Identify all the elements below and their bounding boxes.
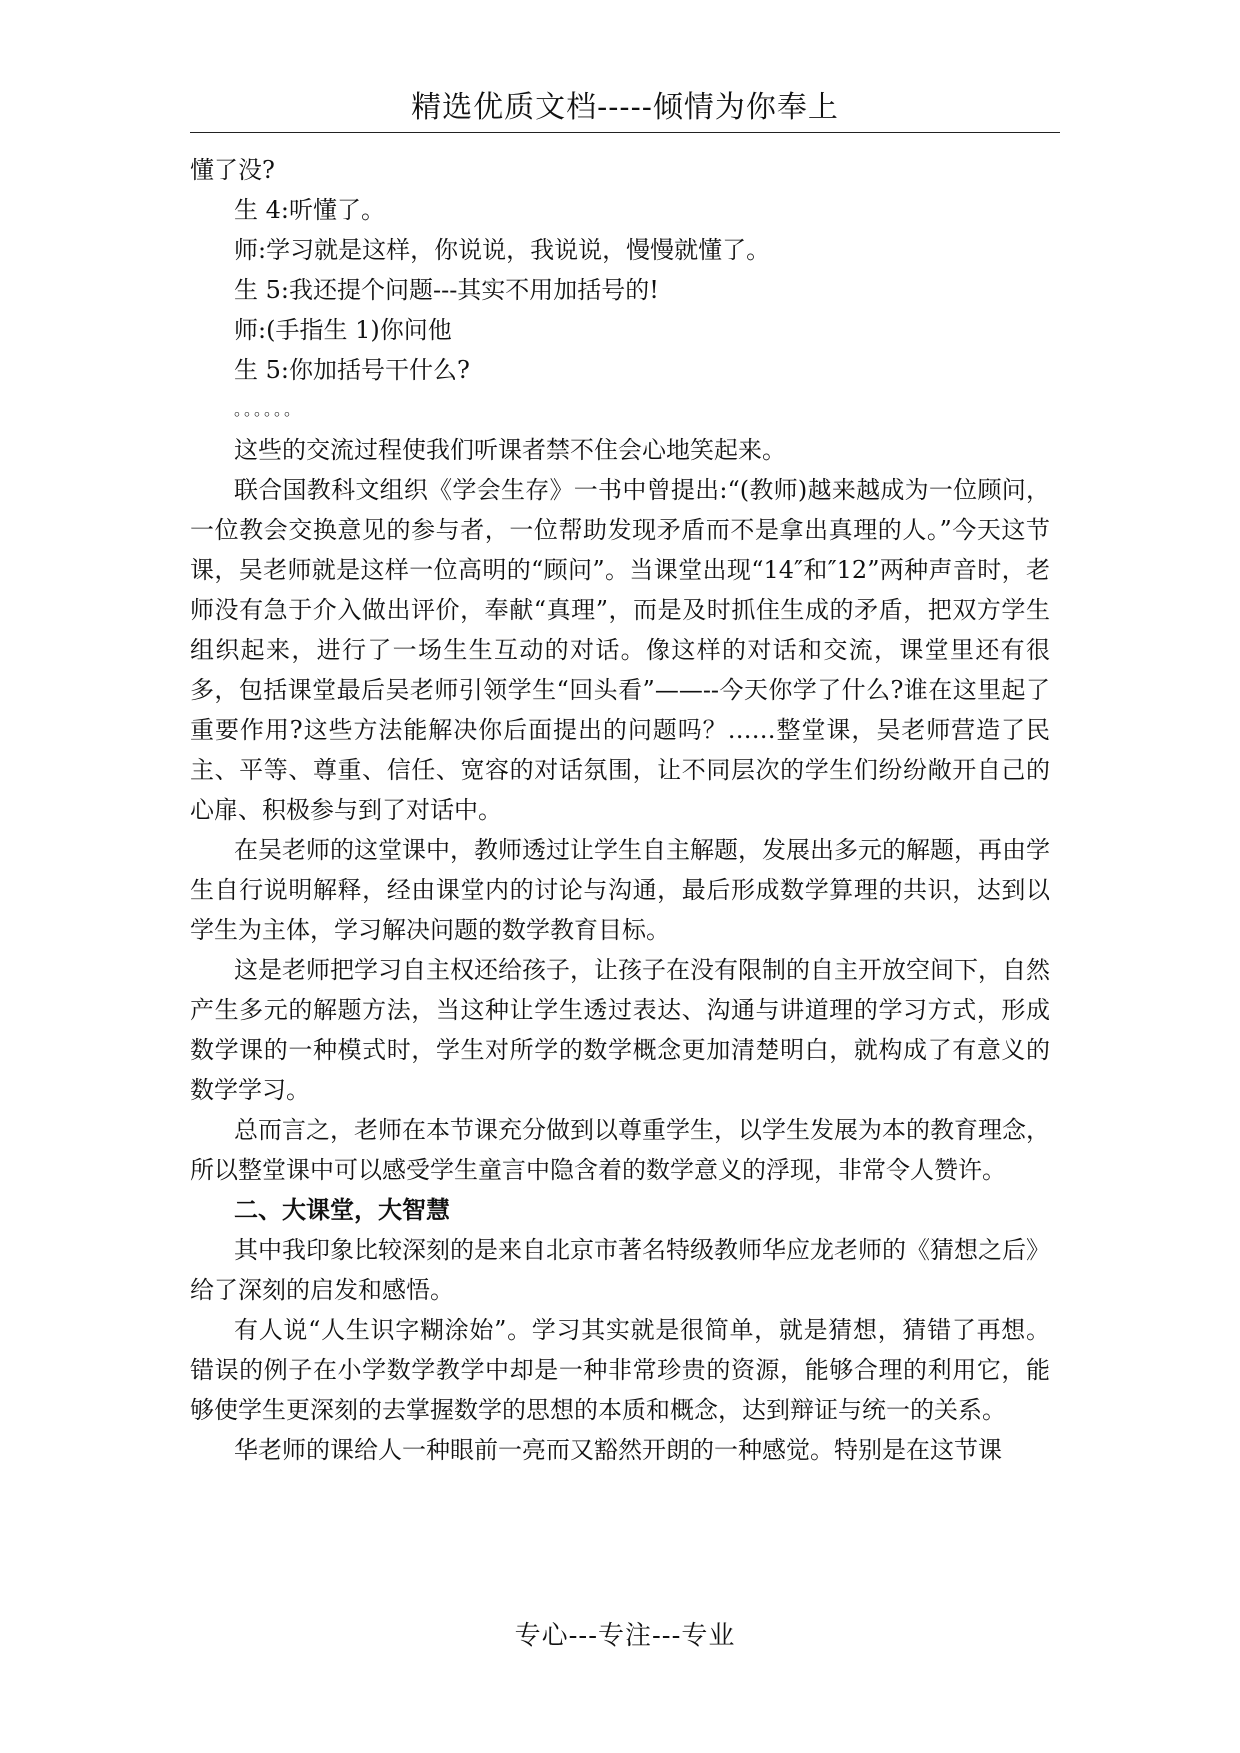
- dialogue-line: 生 4:听懂了。: [234, 196, 385, 224]
- header-divider: [190, 132, 1060, 133]
- paragraph: 这是老师把学习自主权还给孩子，让孩子在没有限制的自主开放空间下，自然产生多元的解题方法，当这种让学生透过表达、沟通与讲道理的学习方式，形成数学课的一种模式时，学生对所学的数学概念更加清楚明白，就构成了有意义的数学学习。: [190, 956, 1050, 1104]
- dialogue-line: 生 5:我还提个问题---其实不用加括号的!: [234, 276, 659, 304]
- paragraph-continuation: 懂了没?: [190, 156, 275, 184]
- paragraph: 有人说“人生识字糊涂始”。学习其实就是很简单，就是猜想，猜错了再想。错误的例子在小学数学教学中却是一种非常珍贵的资源，能够合理的利用它，能够使学生更深刻的去掌握数学的思想的本质和概念，达到辩证与统一的关系。: [190, 1316, 1050, 1424]
- page-header-title: 精选优质文档-----倾情为你奉上: [411, 90, 839, 125]
- dialogue-line: 生 5:你加括号干什么?: [234, 356, 470, 384]
- dialogue-line: 师:(手指生 1)你问他: [234, 316, 452, 344]
- paragraph: 华老师的课给人一种眼前一亮而又豁然开朗的一种感觉。特别是在这节课: [234, 1436, 1002, 1464]
- dialogue-line: 师:学习就是这样，你说说，我说说，慢慢就懂了。: [234, 236, 771, 264]
- paragraph: 其中我印象比较深刻的是来自北京市著名特级教师华应龙老师的《猜想之后》给了深刻的启发和感悟。: [190, 1236, 1050, 1304]
- document-body: [190, 150, 1050, 1470]
- paragraph: 在吴老师的这堂课中，教师透过让学生自主解题，发展出多元的解题，再由学生自行说明解释，经由课堂内的讨论与沟通，最后形成数学算理的共识，达到以学生为主体，学习解决问题的数学教育目标。: [190, 836, 1050, 944]
- ellipsis-line: 。。。。。。: [234, 400, 303, 419]
- paragraph: 总而言之，老师在本节课充分做到以尊重学生，以学生发展为本的教育理念，所以整堂课中可以感受学生童言中隐含着的数学意义的浮现，非常令人赞许。: [190, 1116, 1050, 1184]
- page-footer-text: 专心---专注---专业: [514, 1621, 736, 1651]
- section-heading: 二、大课堂，大智慧: [234, 1195, 450, 1224]
- paragraph: 联合国教科文组织《学会生存》一书中曾提出:“(教师)越来越成为一位顾问，一位教会交换意见的参与者，一位帮助发现矛盾而不是拿出真理的人。”今天这节课，吴老师就是这样一位高明的“顾问”。当课堂出现“14″和″12”两种声音时，老师没有急于介入做出评价，奉献“真理”，而是及时抓住生成的矛盾，把双方学生组织起来，进行了一场生生互动的对话。像这样的对话和交流，课堂里还有很多，包括课堂最后吴老师引领学生“回头看”——--今天你学了什么?谁在这里起了重要作用?这些方法能解决你后面提出的问题吗？……整堂课，吴老师营造了民主、平等、尊重、信任、宽容的对话氛围，让不同层次的学生们纷纷敞开自己的心扉、积极参与到了对话中。: [190, 476, 1050, 824]
- paragraph: 这些的交流过程使我们听课者禁不住会心地笑起来。: [234, 436, 786, 464]
